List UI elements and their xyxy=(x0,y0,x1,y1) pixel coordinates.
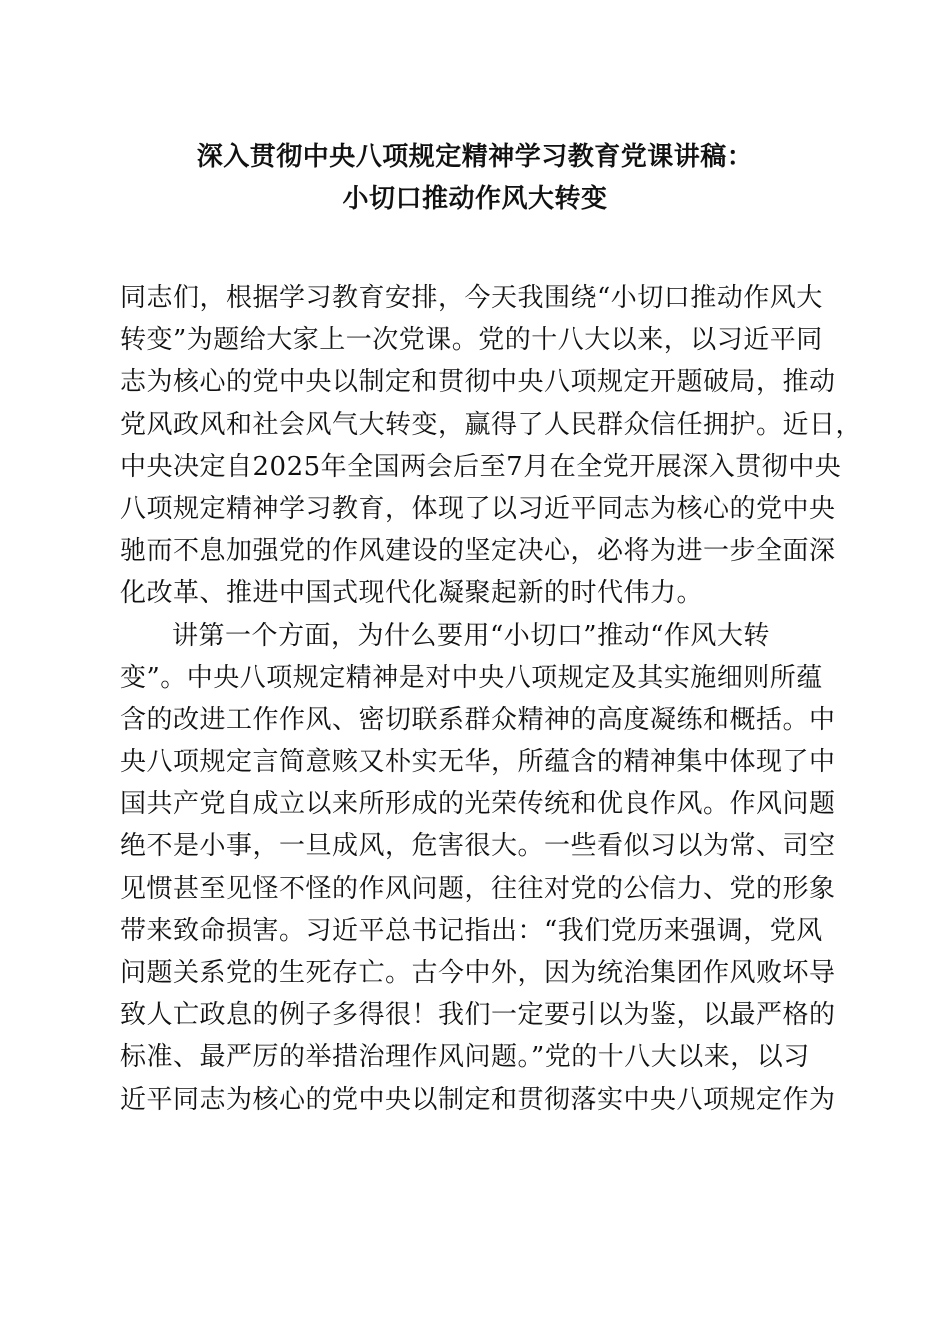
paragraph-line: 见惯甚至见怪不怪的作风问题，往往对党的公信力、党的形象 xyxy=(120,873,836,904)
paragraph-line: 八项规定精神学习教育，体现了以习近平同志为核心的党中央 xyxy=(120,493,836,524)
document-title xyxy=(0,136,950,220)
paragraph-line: 致人亡政息的例子多得很！我们一定要引以为鉴，以最严格的 xyxy=(120,1000,836,1031)
paragraph-line: 变”。中央八项规定精神是对中央八项规定及其实施细则所蕴 xyxy=(120,662,823,693)
paragraph-line: 讲第一个方面，为什么要用“小切口”推动“作风大转 xyxy=(172,620,770,651)
paragraph-line: 驰而不息加强党的作风建设的坚定决心，必将为进一步全面深 xyxy=(120,536,836,567)
paragraph-line: 同志们，根据学习教育安排，今天我围绕“小切口推动作风大 xyxy=(120,283,823,313)
paragraph-line: 带来致命损害。习近平总书记指出：“我们党历来强调，党风 xyxy=(120,915,823,946)
paragraph-line: 志为核心的党中央以制定和贯彻中央八项规定开题破局，推动 xyxy=(120,367,836,398)
paragraph-line: 绝不是小事，一旦成风，危害很大。一些看似习以为常、司空 xyxy=(120,831,836,862)
paragraph-2 xyxy=(120,615,836,1121)
paragraph-line: 国共产党自成立以来所形成的光荣传统和优良作风。作风问题 xyxy=(120,789,836,820)
paragraph-line: 央八项规定言简意赅又朴实无华，所蕴含的精神集中体现了中 xyxy=(120,747,836,778)
paragraph-line: 党风政风和社会风气大转变，赢得了人民群众信任拥护。近日， xyxy=(120,409,863,440)
paragraph-1 xyxy=(120,277,863,615)
title-line-2: 小切口推动作风大转变 xyxy=(342,184,608,215)
paragraph-line: 问题关系党的生死存亡。古今中外，因为统治集团作风败坏导 xyxy=(120,958,836,988)
paragraph-line: 近平同志为核心的党中央以制定和贯彻落实中央八项规定作为 xyxy=(120,1084,836,1115)
title-line-1: 深入贯彻中央八项规定精神学习教育党课讲稿： xyxy=(196,142,754,172)
paragraph-line: 化改革、推进中国式现代化凝聚起新的时代伟力。 xyxy=(120,578,704,609)
paragraph-line: 标准、最严厉的举措治理作风问题。”党的十八大以来，以习 xyxy=(120,1042,810,1073)
paragraph-line: 转变”为题给大家上一次党课。党的十八大以来，以习近平同 xyxy=(120,325,823,356)
document-body xyxy=(120,277,863,1121)
paragraph-line: 中央决定自2025年全国两会后至7月在全党开展深入贯彻中央 xyxy=(120,451,842,482)
paragraph-line: 含的改进工作作风、密切联系群众精神的高度凝练和概括。中 xyxy=(120,704,836,735)
